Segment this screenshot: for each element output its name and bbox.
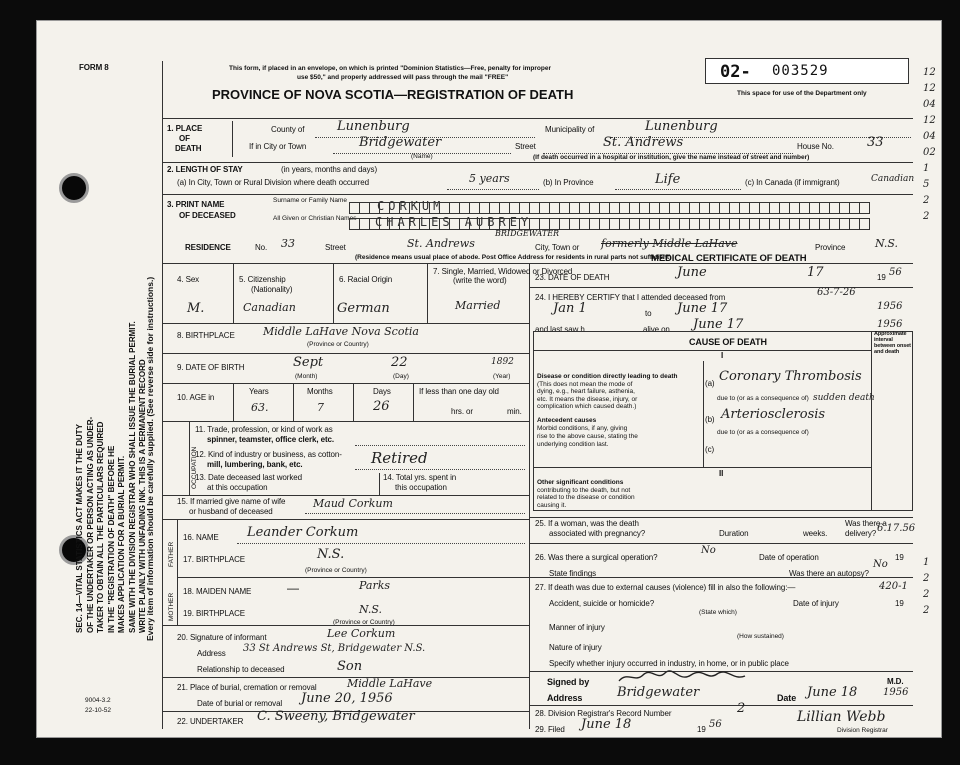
- alive-on-label: alive on: [643, 325, 670, 334]
- weeks-label: weeks.: [803, 529, 828, 538]
- due-to-b: due to (or as a consequence of): [717, 429, 809, 436]
- filed-date: June 18: [581, 717, 632, 732]
- age-days-label: Days: [373, 387, 391, 396]
- surname-value: CORKUM: [377, 199, 445, 213]
- direct-cause-label: Disease or condition directly leading to death (This does not mean the mode of dying, e.g., heart failure, asthenia, etc. It means the disease, injury, or complication which caused death.): [537, 373, 678, 410]
- s3-label: 3. PRINT NAME OF DECEASED: [167, 200, 236, 220]
- spouse-value: Maud Corkum: [313, 497, 393, 510]
- industry-label: 12. Kind of industry or business, as cotton- mill, lumbering, bank, etc.: [195, 450, 342, 469]
- form-number: FORM 8: [79, 63, 109, 72]
- min-label: min.: [507, 407, 522, 416]
- res-city-value: BRIDGEWATER: [495, 229, 560, 238]
- mail-notice-2: use $50," and properly addressed will pass through the mail "FREE": [297, 74, 509, 81]
- municipality-label: Municipality of: [545, 125, 595, 134]
- attended-from: Jan 1: [553, 301, 587, 316]
- filed-year: 56: [709, 719, 722, 730]
- city-label: If in City or Town: [249, 142, 307, 151]
- stay-c-value: Canadian: [871, 174, 915, 184]
- autopsy-value: No: [873, 559, 888, 570]
- dob-label: 9. DATE OF BIRTH: [177, 363, 245, 372]
- cause-a-value: Coronary Thrombosis: [719, 369, 862, 384]
- municipality-value: Lunenburg: [645, 119, 718, 134]
- dob-year: 1892: [491, 357, 514, 367]
- occupation-side-label: OCCUPATION: [191, 446, 198, 489]
- father-bp-caption: (Province or Country): [305, 567, 367, 574]
- center-divider: [529, 263, 530, 729]
- op-19: 19: [895, 553, 904, 562]
- house-label: House No.: [797, 142, 834, 151]
- last-worked-label: 13. Date deceased last worked at this occupation: [195, 473, 302, 492]
- sex-value: M.: [187, 301, 205, 316]
- side-note: Every item of information should be carefully supplied. (See reverse side for instructions.): [145, 276, 155, 641]
- margin-note-3: 420-1: [879, 581, 908, 592]
- dob-day: 22: [391, 355, 408, 370]
- county-label: County of: [271, 125, 305, 134]
- dod-day: 17: [807, 265, 824, 280]
- sudden-death-note: sudden death: [813, 393, 875, 403]
- external-causes-label: 27. If death was due to external causes (violence) fill in also the following:—: [535, 583, 796, 592]
- residence-label: RESIDENCE: [185, 243, 231, 252]
- duration-label: Duration: [719, 529, 749, 538]
- medical-header: MEDICAL CERTIFICATE OF DEATH: [651, 253, 807, 264]
- res-no-value: 33: [281, 237, 295, 250]
- informant-address-label: Address: [197, 649, 226, 658]
- autopsy-label: Was there an autopsy?: [789, 569, 869, 578]
- bottom-code-1: 9004-3.2: [85, 697, 111, 704]
- relationship-value: Son: [337, 659, 363, 674]
- father-side-label: FATHER: [168, 541, 175, 567]
- sign-date-year: 1956: [883, 687, 909, 698]
- registrar-signature: Lillian Webb: [797, 709, 886, 725]
- rule-top: [163, 118, 913, 119]
- date-of-death-label: 23. DATE OF DEATH: [535, 273, 610, 282]
- punch-hole-top: [59, 173, 89, 203]
- dob-month: Sept: [293, 355, 324, 370]
- mother-name-label: 18. MAIDEN NAME: [183, 587, 252, 596]
- margin-numbers: 12 12 04 12 04 02 1 5 2 2 1 2 2 2: [923, 67, 936, 616]
- dept-note: This space for use of the Department only: [737, 90, 867, 97]
- dob-day-caption: (Day): [393, 373, 409, 380]
- op-date-label: Date of operation: [759, 553, 819, 562]
- birthplace-label: 8. BIRTHPLACE: [177, 331, 235, 340]
- sign-date-value: June 18: [807, 685, 858, 700]
- res-city-label: City, Town or: [535, 243, 580, 252]
- reg-number: 003529: [772, 63, 829, 79]
- marital-label: 7. Single, Married, Widowed or Divorced (write the word): [433, 267, 573, 285]
- citizenship-value: Canadian: [243, 301, 296, 314]
- accident-label: Accident, suicide or homicide?: [549, 599, 655, 608]
- informant-value: Lee Corkum: [327, 627, 396, 640]
- attended-year: 1956: [877, 301, 903, 312]
- undertaker-value: C. Sweeny, Bridgewater: [257, 709, 415, 724]
- given-value: CHARLES AUBREY: [375, 215, 533, 229]
- md-label: M.D.: [887, 677, 904, 686]
- s2-sub: (in years, months and days): [281, 165, 378, 174]
- to-label: to: [645, 309, 652, 318]
- father-name-value: Leander Corkum: [247, 525, 359, 540]
- record-number-value: 2: [737, 701, 746, 716]
- age-months-label: Months: [307, 387, 333, 396]
- last-saw-label: and last saw h: [535, 325, 585, 334]
- marital-value: Married: [455, 299, 501, 312]
- dob-month-caption: (Month): [295, 373, 318, 380]
- bottom-code-2: 22-10-52: [85, 707, 112, 714]
- name-caption: (Name): [411, 153, 433, 160]
- spouse-label: 15. If married give name of wife or husband of deceased: [177, 497, 286, 516]
- less-than-day-label: If less than one day old: [419, 387, 499, 396]
- burial-place-value: Middle LaHave: [347, 677, 433, 690]
- father-bp-value: N.S.: [317, 547, 345, 562]
- res-no-label: No.: [255, 243, 268, 252]
- mother-name-value: Parks: [359, 579, 391, 592]
- res-street-value: St. Andrews: [407, 237, 475, 250]
- state-which: (State which): [699, 609, 737, 616]
- street-label: Street: [515, 142, 536, 151]
- dod-month: June: [677, 265, 707, 280]
- specify-label: Specify whether injury occurred in industry, in home, or in public place: [549, 659, 789, 668]
- sign-date-label: Date: [777, 693, 797, 703]
- signed-label: Signed by: [547, 677, 590, 687]
- cause-a-marker: (a): [705, 379, 715, 388]
- cause-b-value: Arteriosclerosis: [721, 407, 826, 422]
- street-value: St. Andrews: [603, 135, 684, 150]
- stay-a-value: 5 years: [469, 172, 510, 185]
- given-label: All Given or Christian Names: [273, 215, 357, 222]
- burial-date-label: Date of burial or removal: [197, 699, 283, 708]
- age-years-label: Years: [249, 387, 269, 396]
- registration-form: [36, 20, 942, 738]
- s2-label: 2. LENGTH OF STAY: [167, 165, 243, 174]
- injury-date-label: Date of injury: [793, 599, 839, 608]
- hrs-label: hrs. or: [451, 407, 473, 416]
- part-1: I: [721, 351, 724, 360]
- side-notice: SEC. 14—VITAL STATISTICS ACT MAKES IT THE DUTY OF THE UNDERTAKER OR PERSON ACTING AS UNDER- TAKER TO OBTAIN ALL THE PARTICULARS REQUIRED IN THE "REGISTRATION OF DEATH" BEFORE HE MAKES APPLICATION FOR A BURIAL PERMIT. SAME WITH THE DIVISION REGISTRAR WHO SHALL ISSUE THE BURIAL PERMIT. WRITE PLAINLY WITH UNFADING INK. THIS IS A PERMANENT RECORD: [75, 321, 147, 633]
- informant-address-value: 33 St Andrews St, Bridgewater N.S.: [243, 643, 426, 654]
- registrar-caption: Division Registrar: [837, 727, 888, 734]
- operation-label: 26. Was there a surgical operation?: [535, 553, 658, 562]
- mail-notice-1: This form, if placed in an envelope, on which is printed "Dominion Statistics—Free, penalty for improper: [229, 65, 551, 72]
- certify-label: 24. I HEREBY CERTIFY that I attended deceased from: [535, 293, 726, 302]
- cause-c-marker: (c): [705, 445, 715, 454]
- house-value: 33: [867, 135, 884, 150]
- res-struck-value: formerly Middle LaHave: [601, 237, 738, 250]
- manner-label: Manner of injury: [549, 623, 605, 632]
- undertaker-label: 22. UNDERTAKER: [177, 717, 244, 726]
- reg-prefix: 02-: [720, 62, 751, 82]
- cause-header: CAUSE OF DEATH: [689, 337, 767, 347]
- age-months-value: 7: [317, 401, 324, 414]
- birthplace-value: Middle LaHave Nova Scotia: [263, 325, 419, 338]
- dob-year-caption: (Year): [493, 373, 511, 380]
- stay-b-value: Life: [655, 172, 681, 187]
- pregnancy-label: 25. If a woman, was the death associated with pregnancy?: [535, 519, 646, 538]
- birthplace-caption: (Province or Country): [307, 341, 369, 348]
- dod-19: 19: [877, 273, 886, 282]
- stay-b-label: (b) In Province: [543, 178, 594, 187]
- part-2: II: [719, 469, 724, 478]
- res-street-label: Street: [325, 243, 346, 252]
- registration-number-box: [705, 58, 909, 84]
- mother-side-label: MOTHER: [168, 592, 175, 621]
- age-label: 10. AGE in: [177, 393, 215, 402]
- relationship-label: Relationship to deceased: [197, 665, 285, 674]
- mother-bp-value: N.S.: [359, 603, 383, 616]
- record-number-label: 28. Division Registrar's Record Number: [535, 709, 672, 718]
- filed-label: 29. Filed: [535, 725, 565, 734]
- mother-bp-caption: (Province or Country): [333, 619, 395, 626]
- informant-label: 20. Signature of informant: [177, 633, 267, 642]
- nature-label: Nature of injury: [549, 643, 602, 652]
- race-value: German: [337, 301, 390, 316]
- physician-address-value: Bridgewater: [617, 685, 700, 700]
- trade-label: 11. Trade, profession, or kind of work as spinner, teamster, office clerk, etc.: [195, 425, 335, 444]
- stay-c-label: (c) In Canada (if immigrant): [745, 178, 840, 187]
- city-value: Bridgewater: [359, 135, 442, 150]
- total-years-label: 14. Total yrs. spent in this occupation: [383, 473, 457, 492]
- residence-note: (Residence means usual place of abode. Post Office Address for residents in rural parts not sufficient): [355, 254, 672, 261]
- alive-on-value: June 17: [693, 317, 744, 332]
- race-label: 6. Racial Origin: [339, 275, 393, 284]
- burial-date-value: June 20, 1956: [301, 691, 393, 706]
- antecedent-label: Antecedent causes Morbid conditions, if any, giving rise to the above cause, stating the underlying condition last.: [537, 417, 638, 448]
- attended-to: June 17: [677, 301, 728, 316]
- margin-note-1: 63-7-26: [817, 287, 856, 298]
- citizenship-label: 5. Citizenship (Nationality): [239, 275, 293, 294]
- due-to-a: due to (or as a consequence of): [717, 395, 809, 402]
- mother-bp-label: 19. BIRTHPLACE: [183, 609, 246, 618]
- injury-19: 19: [895, 599, 904, 608]
- age-years-value: 63.: [251, 401, 269, 414]
- surname-label: Surname or Family Name: [273, 197, 348, 204]
- form-title: PROVINCE OF NOVA SCOTIA—REGISTRATION OF DEATH: [212, 87, 574, 102]
- mother-name-dash: —: [287, 581, 299, 595]
- sex-label: 4. Sex: [177, 275, 200, 284]
- physician-signature: [617, 669, 747, 685]
- alive-year: 1956: [877, 319, 903, 330]
- res-province-value: N.S.: [875, 237, 899, 250]
- burial-place-label: 21. Place of burial, cremation or removal: [177, 683, 317, 692]
- delivery-label: Was there a delivery?: [845, 519, 887, 538]
- occupation-value: Retired: [371, 449, 428, 467]
- father-bp-label: 17. BIRTHPLACE: [183, 555, 246, 564]
- institution-note: (If death occurred in a hospital or institution, give the name instead of street and number): [533, 154, 810, 161]
- county-value: Lunenburg: [337, 119, 410, 134]
- res-province-label: Province: [815, 243, 846, 252]
- margin-note-2: 6.17.56: [877, 523, 916, 534]
- how-sustained: (How sustained): [737, 633, 784, 640]
- cause-b-marker: (b): [705, 415, 715, 424]
- operation-value: No: [701, 545, 716, 556]
- filed-19: 19: [697, 725, 706, 734]
- stay-a-label: (a) In City, Town or Rural Division where death occurred: [177, 178, 369, 187]
- other-conditions-label: Other significant conditions contributing to the death, but not related to the disease or condition causing it.: [537, 479, 635, 509]
- dod-year: 56: [889, 267, 902, 278]
- age-days-value: 26: [373, 399, 390, 414]
- interval-label: Approximate interval between onset and death: [871, 331, 913, 359]
- findings-label: State findings: [549, 569, 597, 578]
- s1-label: 1. PLACE OF DEATH: [167, 124, 203, 153]
- physician-address-label: Address: [547, 693, 583, 703]
- father-name-label: 16. NAME: [183, 533, 219, 542]
